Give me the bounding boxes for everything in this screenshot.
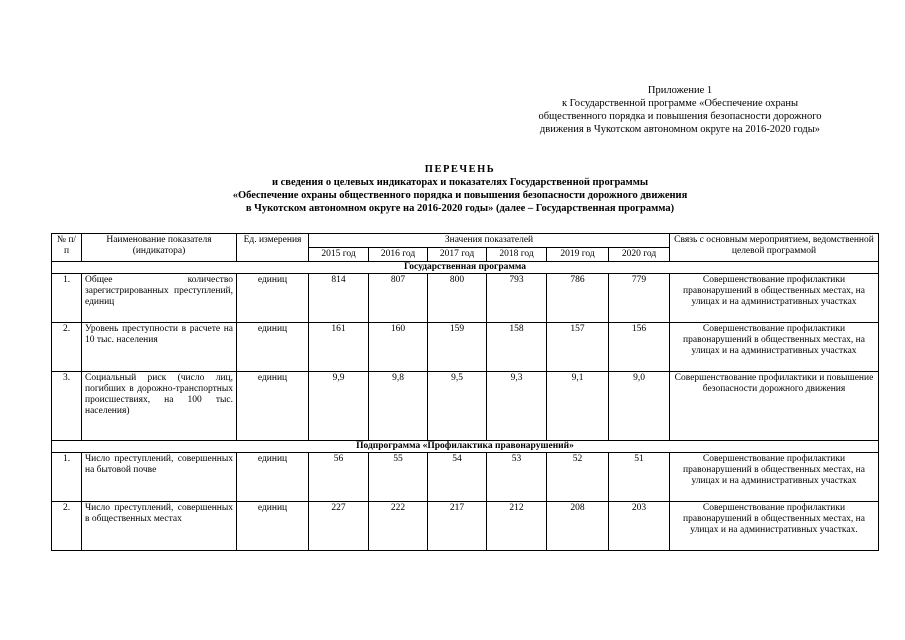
row-name: Общее количество зарегистрированных преступлений, единиц <box>82 274 237 323</box>
row-num: 2. <box>52 502 82 551</box>
section-title: Подпрограмма «Профилактика правонарушений» <box>52 441 879 453</box>
header-year: 2019 год <box>547 248 609 262</box>
row-unit: единиц <box>237 274 309 323</box>
row-value: 212 <box>487 502 547 551</box>
row-value: 9,0 <box>609 372 670 441</box>
header-year: 2018 год <box>487 248 547 262</box>
title-line-3: в Чукотском автономном округе на 2016-2020 годы» (далее – Государственная программа) <box>245 203 675 214</box>
appendix-line-3: общественного порядка и повышения безопасности дорожного <box>538 111 822 122</box>
table-row <box>52 323 879 372</box>
row-num: 3. <box>52 372 82 441</box>
appendix-line-2: к Государственной программе «Обеспечение охраны <box>561 98 799 109</box>
header-year: 2020 год <box>609 248 670 262</box>
header-year: 2017 год <box>428 248 487 262</box>
row-value: 52 <box>547 453 609 502</box>
row-value: 208 <box>547 502 609 551</box>
header-year: 2015 год <box>309 248 369 262</box>
row-unit: единиц <box>237 453 309 502</box>
row-value: 800 <box>428 274 487 323</box>
row-link: Совершенствование профилактики правонарушений в общественных местах, на улицах и на административных участках <box>670 274 879 323</box>
row-value: 9,8 <box>369 372 428 441</box>
title-heading: ПЕРЕЧЕНЬ <box>424 164 496 175</box>
header-num: № п/п <box>52 234 82 262</box>
header-year: 2016 год <box>369 248 428 262</box>
row-value: 159 <box>428 323 487 372</box>
row-value: 158 <box>487 323 547 372</box>
row-value: 222 <box>369 502 428 551</box>
section-title: Государственная программа <box>52 262 879 274</box>
row-value: 793 <box>487 274 547 323</box>
row-value: 53 <box>487 453 547 502</box>
appendix-line-1: Приложение 1 <box>647 85 713 96</box>
row-name: Число преступлений, совершенных в общественных местах <box>82 502 237 551</box>
header-link: Связь с основным мероприятием, ведомственной целевой программой <box>670 234 879 262</box>
row-value: 9,1 <box>547 372 609 441</box>
row-value: 161 <box>309 323 369 372</box>
row-unit: единиц <box>237 502 309 551</box>
row-link: Совершенствование профилактики правонарушений в общественных местах, на улицах и на административных участках <box>670 323 879 372</box>
header-values: Значения показателей <box>309 234 670 248</box>
row-num: 1. <box>52 453 82 502</box>
row-value: 157 <box>547 323 609 372</box>
row-value: 9,9 <box>309 372 369 441</box>
row-link: Совершенствование профилактики правонарушений в общественных местах, на улицах и на административных участках <box>670 453 879 502</box>
row-value: 9,5 <box>428 372 487 441</box>
appendix-block <box>480 84 880 136</box>
header-name: Наименование показателя (индикатора) <box>82 234 237 262</box>
table-row <box>52 274 879 323</box>
row-value: 156 <box>609 323 670 372</box>
appendix-line-4: движения в Чукотском автономном округе на 2016-2020 годы» <box>539 124 821 135</box>
row-unit: единиц <box>237 372 309 441</box>
title-line-2: «Обеспечение охраны общественного порядка и повышения безопасности дорожного движения <box>232 190 688 201</box>
row-value: 807 <box>369 274 428 323</box>
row-value: 55 <box>369 453 428 502</box>
row-value: 779 <box>609 274 670 323</box>
title-line-1: и сведения о целевых индикаторах и показателях Государственной программы <box>271 177 649 188</box>
document-title <box>120 163 800 215</box>
row-value: 814 <box>309 274 369 323</box>
header-unit: Ед. измерения <box>237 234 309 262</box>
row-name: Число преступлений, совершенных на бытовой почве <box>82 453 237 502</box>
row-value: 217 <box>428 502 487 551</box>
row-name: Уровень преступности в расчете на 10 тыс. населения <box>82 323 237 372</box>
row-value: 54 <box>428 453 487 502</box>
row-link: Совершенствование профилактики правонарушений в общественных местах, на улицах и на административных участках. <box>670 502 879 551</box>
row-name: Социальный риск (число лиц, погибших в дорожно-транспортных происшествиях, на 100 тыс. населения) <box>82 372 237 441</box>
table-row <box>52 453 879 502</box>
row-value: 56 <box>309 453 369 502</box>
row-value: 160 <box>369 323 428 372</box>
row-value: 786 <box>547 274 609 323</box>
row-value: 203 <box>609 502 670 551</box>
row-value: 51 <box>609 453 670 502</box>
row-unit: единиц <box>237 323 309 372</box>
row-value: 227 <box>309 502 369 551</box>
table-row <box>52 372 879 441</box>
row-link: Совершенствование профилактики и повышение безопасности дорожного движения <box>670 372 879 441</box>
row-value: 9,3 <box>487 372 547 441</box>
indicators-table <box>51 233 879 551</box>
row-num: 1. <box>52 274 82 323</box>
row-num: 2. <box>52 323 82 372</box>
table-row <box>52 502 879 551</box>
